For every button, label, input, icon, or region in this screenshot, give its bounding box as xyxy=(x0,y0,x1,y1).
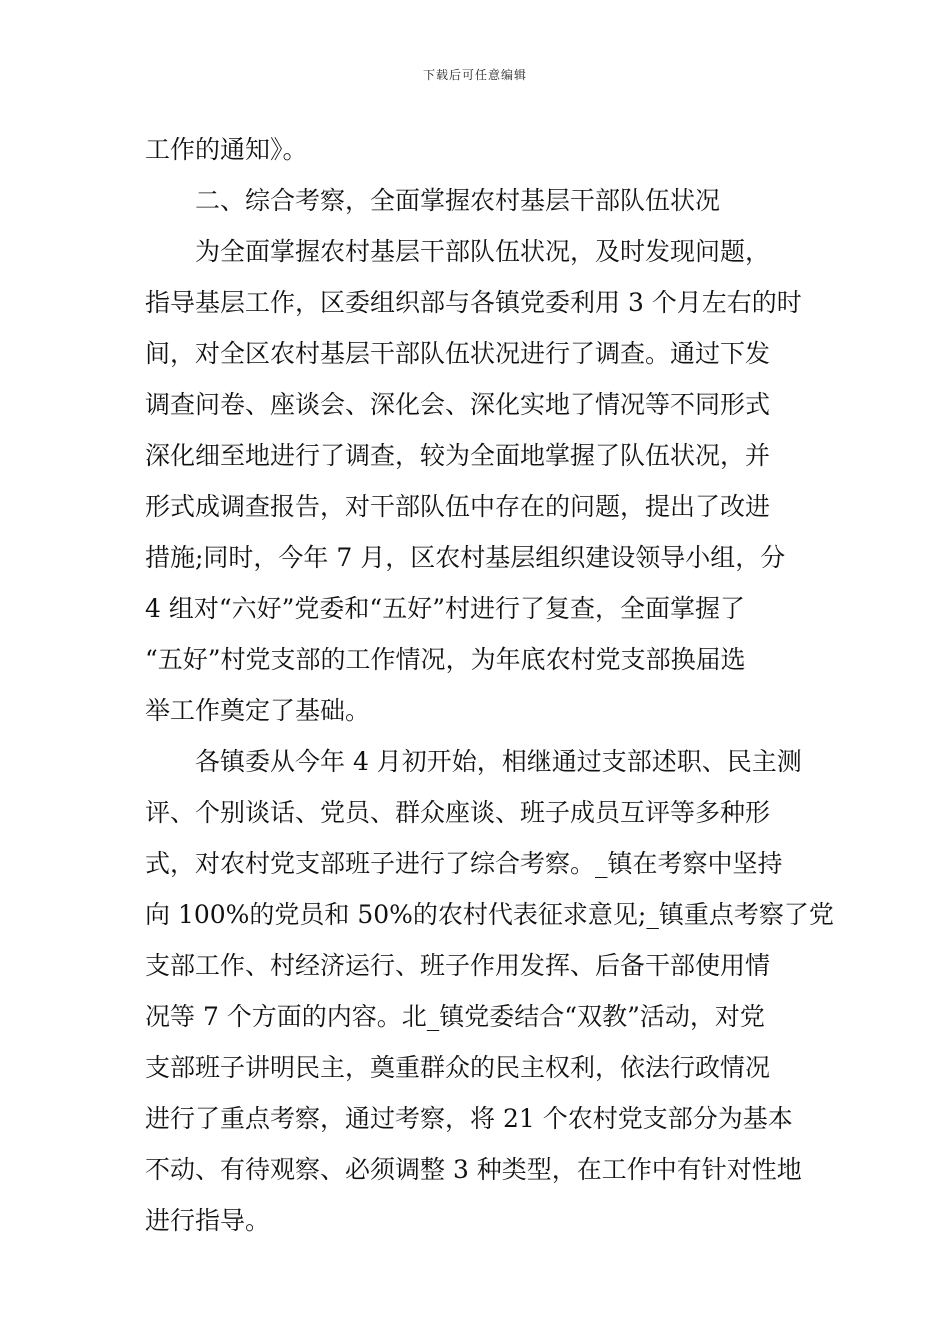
document-body xyxy=(145,124,834,1246)
paragraph-line: 间，对全区农村基层干部队伍状况进行了调查。通过下发 xyxy=(145,339,771,368)
paragraph-line: 指导基层工作，区委组织部与各镇党委利用 3 个月左右的时 xyxy=(145,288,802,317)
paragraph-line: 形式成调查报告，对干部队伍中存在的问题，提出了改进 xyxy=(145,492,771,521)
paragraph-line: 调查问卷、座谈会、深化会、深化实地了情况等不同形式 xyxy=(145,390,771,419)
section-heading: 二、综合考察，全面掌握农村基层干部队伍状况 xyxy=(195,186,721,215)
text-line: 工作的通知》。 xyxy=(145,135,308,164)
paragraph-line: 举工作奠定了基础。 xyxy=(145,696,371,725)
paragraph-line: 向 100%的党员和 50%的农村代表征求意见;_镇重点考察了党 xyxy=(145,900,834,929)
paragraph-line: 况等 7 个方面的内容。北_镇党委结合“双教”活动，对党 xyxy=(145,1002,765,1031)
paragraph-line: 式，对农村党支部班子进行了综合考察。_镇在考察中坚持 xyxy=(145,849,783,878)
paragraph-line: 各镇委从今年 4 月初开始，相继通过支部述职、民主测 xyxy=(195,747,802,776)
paragraph-line: “五好”村党支部的工作情况，为年底农村党支部换届选 xyxy=(145,645,746,674)
header-note: 下载后可任意编辑 xyxy=(422,68,527,82)
paragraph-line: 措施;同时，今年 7 月，区农村基层组织建设领导小组，分 xyxy=(145,543,786,572)
paragraph-line: 评、个别谈话、党员、群众座谈、班子成员互评等多种形 xyxy=(145,798,771,827)
paragraph-line: 深化细至地进行了调查，较为全面地掌握了队伍状况，并 xyxy=(145,441,771,470)
paragraph-line: 支部工作、村经济运行、班子作用发挥、后备干部使用情 xyxy=(145,951,771,980)
paragraph-line: 进行指导。 xyxy=(145,1206,271,1235)
paragraph-line: 进行了重点考察，通过考察，将 21 个农村党支部分为基本 xyxy=(145,1104,793,1133)
paragraph-line: 4 组对“六好”党委和“五好”村进行了复查，全面掌握了 xyxy=(145,594,745,623)
paragraph-line: 不动、有待观察、必须调整 3 种类型，在工作中有针对性地 xyxy=(145,1155,802,1184)
paragraph-line: 为全面掌握农村基层干部队伍状况，及时发现问题， xyxy=(195,237,771,266)
paragraph-line: 支部班子讲明民主，奠重群众的民主权利，依法行政情况 xyxy=(145,1053,771,1082)
